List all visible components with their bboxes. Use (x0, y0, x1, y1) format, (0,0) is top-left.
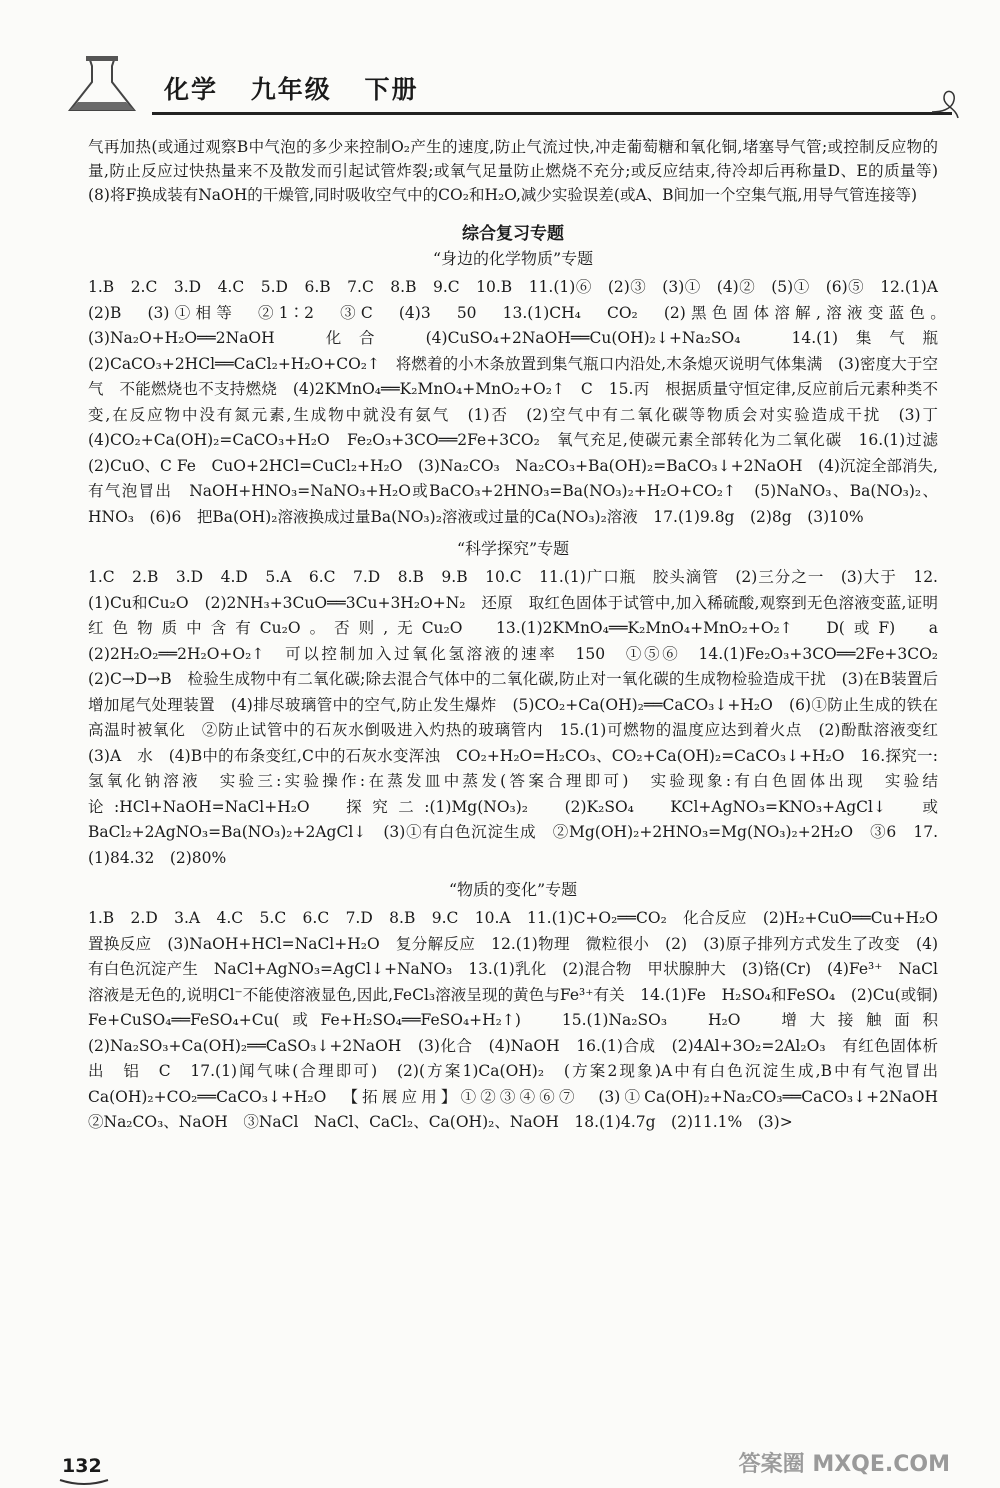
grade-label: 九年级 (250, 75, 332, 104)
swirl-ornament-icon (930, 82, 960, 122)
answer-content (88, 135, 954, 1142)
topic-title: “物质的变化”专题 (448, 880, 578, 899)
topic-answers: 1.B 2.D 3.A 4.C 5.C 6.C 7.D 8.B 9.C 10.A 11.(1)C+O₂══CO₂ 化合反应 (2)H₂+CuO══Cu+H₂O 置换反应 (3)NaOH+HCl=NaCl+H₂O 复分解反应 12.(1)物理 微粒很小 (2) (3)原子排列方式发生了改变 (4)有白色沉淀产生 NaCl+AgNO₃=AgCl↓+NaNO₃ 13.(1)乳化 (2)混合物 甲状腺肿大 (3)铬(Cr) (4)Fe³⁺ NaCl溶液是无色的,说明Cl⁻不能使溶液显色,因此,FeCl₃溶液呈现的黄色与Fe³⁺有关 14.(1)Fe H₂SO₄和FeSO₄ (2)Cu(或铜) Fe+CuSO₄══FeSO₄+Cu(或Fe+H₂SO₄══FeSO₄+H₂↑) 15.(1)Na₂SO₃ H₂O 增大接触面积 (2)Na₂SO₃+Ca(OH)₂══CaSO₃↓+2NaOH (3)化合 (4)NaOH 16.(1)合成 (2)4Al+3O₂=2Al₂O₃ 有红色固体析出 铝 C 17.(1)闻气味(合理即可) (2)(方案1)Ca(OH)₂ (方案2现象)A中有白色沉淀生成,B中有气泡冒出 Ca(OH)₂+CO₂══CaCO₃↓+H₂O 【拓展应用】①②③④⑥⑦ (3)①Ca(OH)₂+Na₂CO₃══CaCO₃↓+2NaOH ②Na₂CO₃、NaOH ③NaCl NaCl、CaCl₂、Ca(OH)₂、NaOH 18.(1)4.7g (2)11.1% (3)> (88, 909, 954, 1131)
topic-block (88, 536, 954, 871)
watermark: 答案圈 MXQE.COM (738, 1452, 950, 1477)
page-number: 132 (62, 1455, 102, 1477)
topic-answers: 1.C 2.B 3.D 4.D 5.A 6.C 7.D 8.B 9.B 10.C 11.(1)广口瓶 胶头滴管 (2)三分之一 (3)大于 12.(1)Cu和Cu₂O (2)2NH₃+3CuO══3Cu+3H₂O+N₂ 还原 取红色固体于试管中,加入稀硫酸,观察到无色溶液变蓝,证明红色物质中含有Cu₂O。否则,无Cu₂O 13.(1)2KMnO₄══K₂MnO₄+MnO₂+O₂↑ D(或F) a (2)2H₂O₂══2H₂O+O₂↑ 可以控制加入过氧化氢溶液的速率 150 ①⑤⑥ 14.(1)Fe₂O₃+3CO══2Fe+3CO₂ (2)C→D→B 检验生成物中有二氧化碳;除去混合气体中的二氧化碳,防止对一氧化碳的生成物检验造成干扰 (3)在B装置后增加尾气处理装置 (4)排尽玻璃管中的空气,防止发生爆炸 (5)CO₂+Ca(OH)₂══CaCO₃↓+H₂O (6)①防止生成的铁在高温时被氧化 ②防止试管中的石灰水倒吸进入灼热的玻璃管内 15.(1)可燃物的温度应达到着火点 (2)酚酞溶液变红 (3)A 水 (4)B中的布条变红,C中的石灰水变浑浊 CO₂+H₂O=H₂CO₃、CO₂+Ca(OH)₂=CaCO₃↓+H₂O 16.探究一:氢氧化钠溶液 实验三:实验操作:在蒸发皿中蒸发(答案合理即可) 实验现象:有白色固体出现 实验结论:HCl+NaOH=NaCl+H₂O 探究二:(1)Mg(NO₃)₂ (2)K₂SO₄ KCl+AgNO₃=KNO₃+AgCl↓ 或BaCl₂+2AgNO₃=Ba(NO₃)₂+2AgCl↓ (3)①有白色沉淀生成 ②Mg(OH)₂+2HNO₃=Mg(NO₃)₂+2H₂O ③6 17.(1)84.32 (2)80% (88, 568, 954, 867)
header-rule (152, 112, 952, 115)
book-title (164, 70, 440, 106)
flask-logo-icon (60, 52, 150, 118)
subject-label: 化学 (164, 75, 219, 104)
page-header (60, 52, 960, 122)
volume-label: 下册 (364, 75, 419, 104)
topic-block (88, 246, 954, 530)
topic-title: “身边的化学物质”专题 (432, 249, 594, 268)
topic-title: “科学探究”专题 (456, 539, 570, 558)
topic-block (88, 877, 954, 1136)
topic-answers: 1.B 2.C 3.D 4.C 5.D 6.B 7.C 8.B 9.C 10.B 11.(1)⑥ (2)③ (3)① (4)② (5)① (6)⑤ 12.(1)A (2)B (3)①相等 ②1∶2 ③C (4)3 50 13.(1)CH₄ CO₂ (2)黑色固体溶解,溶液变蓝色。 (3)Na₂O+H₂O══2NaOH 化合 (4)CuSO₄+2NaOH══Cu(OH)₂↓+Na₂SO₄ 14.(1)集气瓶 (2)CaCO₃+2HCl══CaCl₂+H₂O+CO₂↑ 将燃着的小木条放置到集气瓶口内沿处,木条熄灭说明气体集满 (3)密度大于空气 不能燃烧也不支持燃烧 (4)2KMnO₄══K₂MnO₄+MnO₂+O₂↑ C 15.丙 根据质量守恒定律,反应前后元素种类不变,在反应物中没有氮元素,生成物中就没有氨气 (1)否 (2)空气中有二氧化碳等物质会对实验造成干扰 (3)丁 (4)CO₂+Ca(OH)₂=CaCO₃+H₂O Fe₂O₃+3CO══2Fe+3CO₂ 氧气充足,使碳元素全部转化为二氧化碳 16.(1)过滤 (2)CuO、C Fe CuO+2HCl=CuCl₂+H₂O (3)Na₂CO₃ Na₂CO₃+Ba(OH)₂=BaCO₃↓+2NaOH (4)沉淀全部消失,有气泡冒出 NaOH+HNO₃=NaNO₃+H₂O或BaCO₃+2HNO₃=Ba(NO₃)₂+H₂O+CO₂↑ (5)NaNO₃、Ba(NO₃)₂、HNO₃ (6)6 把Ba(OH)₂溶液换成过量Ba(NO₃)₂溶液或过量的Ca(NO₃)₂溶液 17.(1)9.8g (2)8g (3)10% (88, 278, 954, 526)
page-number-arc-icon (58, 1478, 110, 1486)
section-title: 综合复习专题 (462, 224, 564, 244)
intro-paragraph: 气再加热(或通过观察B中气泡的多少来控制O₂产生的速度,防止气流过快,冲走葡萄糖和氧化铜,堵塞导气管;或控制反应物的量,防止反应过快热量来不及散发而引起试管炸裂;或氧气足量防止燃烧不充分;或反应结束,待冷却后再称量D、E的质量等) (8)将F换成装有NaOH的干燥管,同时吸收空气中的CO₂和H₂O,减少实验误差(或A、B间加一个空集气瓶,用导气管连接等) (88, 138, 938, 204)
